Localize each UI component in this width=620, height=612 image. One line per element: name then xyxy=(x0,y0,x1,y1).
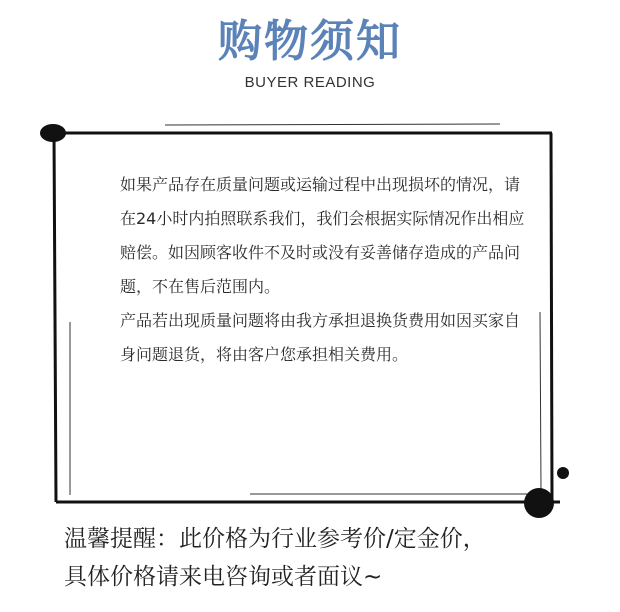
notice-paragraph-1: 如果产品存在质量问题或运输过程中出现损坏的情况，请在24小时内拍照联系我们，我们会根据实际情况作出相应赔偿。如因顾客收件不及时或没有妥善储存造成的产品问题，不在售后范围内。 xyxy=(120,175,525,296)
frame-right-small-dot xyxy=(557,467,569,479)
notice-paragraph-2: 产品若出现质量问题将由我方承担退换货费用如因买家自身问题退货，将由客户您承担相关费用。 xyxy=(120,311,521,364)
reminder xyxy=(64,520,604,596)
page-subtitle: BUYER READING xyxy=(244,74,376,91)
frame-left-line xyxy=(54,133,56,502)
page-title: 购物须知 xyxy=(218,16,402,67)
frame-right-accent-line xyxy=(540,312,541,490)
reminder-line-2: 具体价格请来电咨询或者面议~ xyxy=(64,564,383,590)
reminder-line-1: 温馨提醒：此价格为行业参考价/定金价， xyxy=(64,526,486,552)
notice-text xyxy=(120,168,530,372)
frame-bottom-right-dot xyxy=(524,488,554,518)
frame-top-accent-line xyxy=(165,124,500,125)
frame-top-left-dot xyxy=(40,124,66,142)
frame-right-line xyxy=(551,133,552,502)
